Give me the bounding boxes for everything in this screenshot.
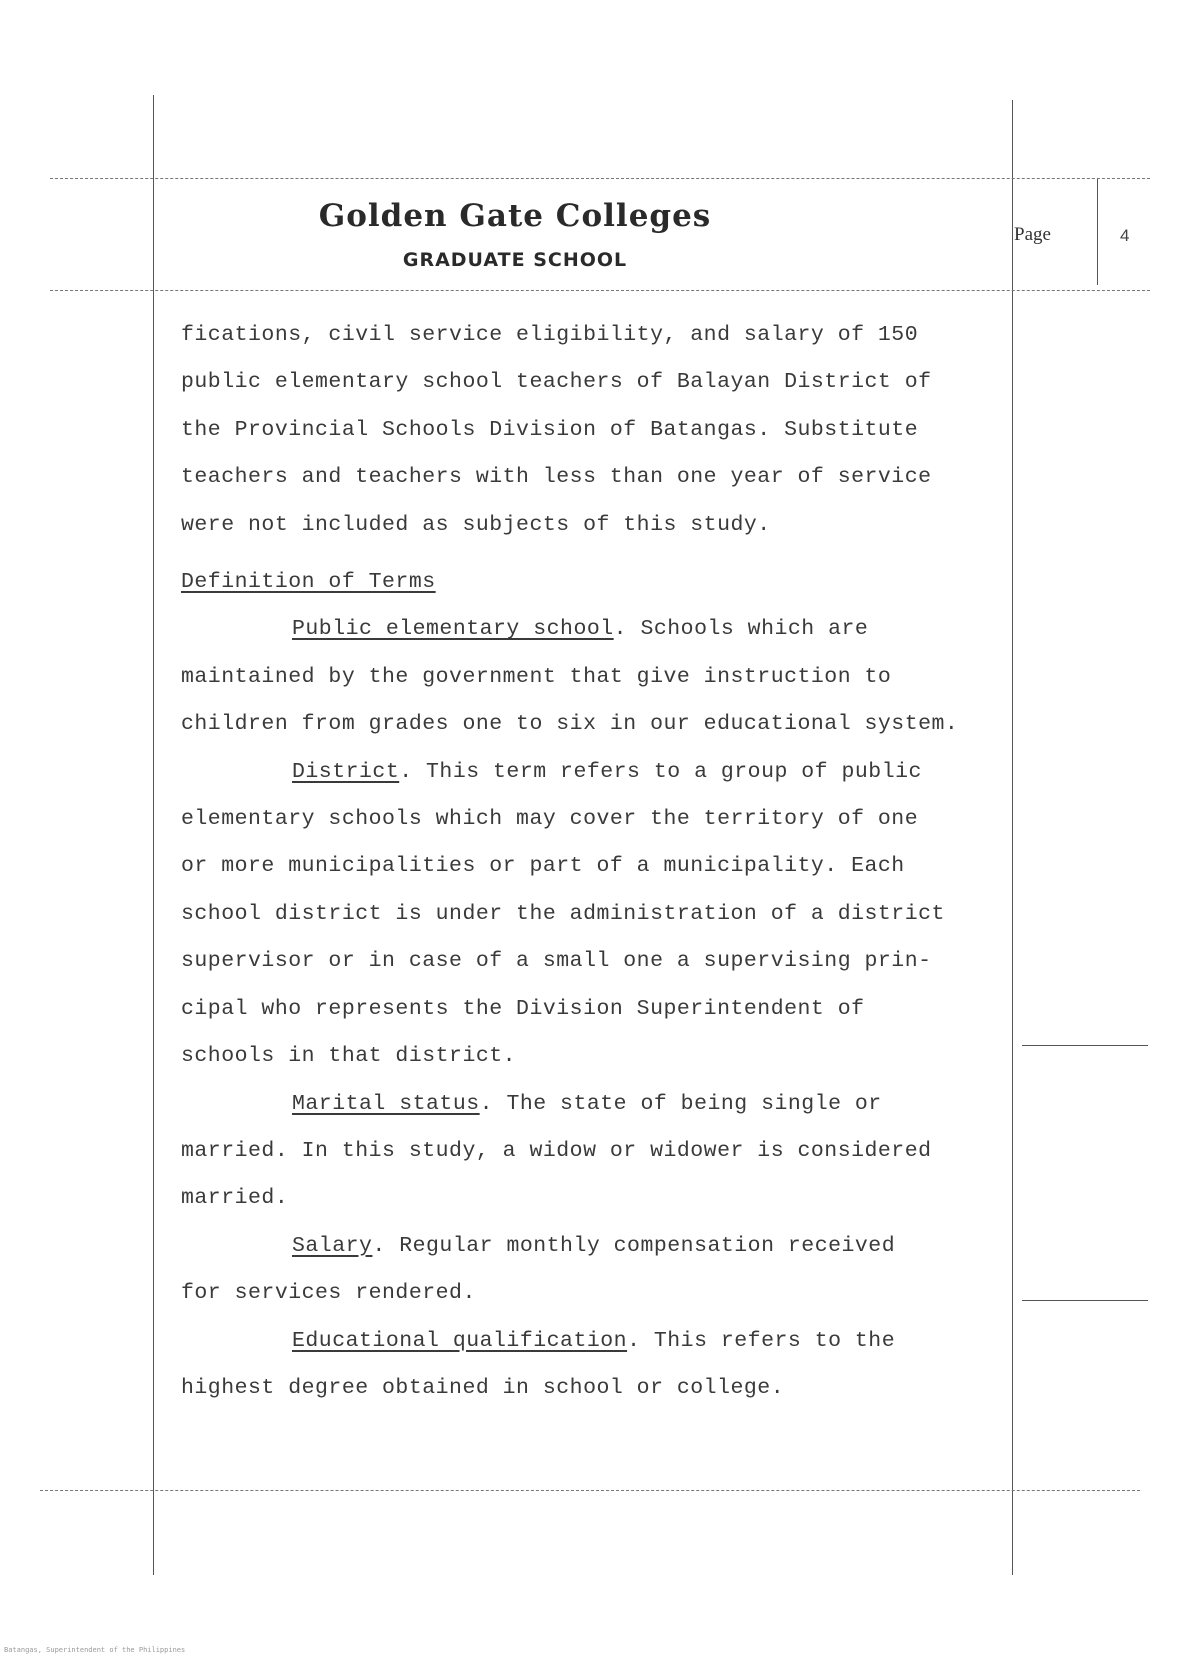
section-heading-text: Definition of Terms — [181, 570, 436, 595]
body-line: children from grades one to six in our educational system. — [181, 712, 959, 737]
body-line: highest degree obtained in school or college. — [181, 1375, 785, 1400]
college-name: Golden Gate Colleges — [318, 198, 712, 234]
body-line: teachers and teachers with less than one year of service — [181, 465, 932, 490]
definition-text: . This refers to the — [627, 1328, 896, 1353]
body-line: the Provincial Schools Division of Batangas. Substitute — [181, 417, 919, 442]
term-marital-status: Marital status — [292, 1091, 480, 1116]
definition-first-line — [181, 606, 1001, 653]
graduate-school-label: GRADUATE SCHOOL — [402, 249, 628, 271]
definition-first-line — [181, 1318, 1001, 1365]
definition-text: . This term refers to a group of public — [399, 759, 922, 784]
term-salary: Salary — [292, 1233, 373, 1258]
definition-first-line — [181, 1081, 1001, 1128]
margin-mark-2 — [1022, 1300, 1148, 1301]
body-line: married. — [181, 1186, 289, 1211]
body-line: supervisor or in case of a small one a supervising prin- — [181, 949, 932, 974]
body-line: or more municipalities or part of a municipality. Each — [181, 854, 905, 879]
term-educational-qualification: Educational qualification — [292, 1328, 628, 1353]
body-line: cipal who represents the Division Superintendent of — [181, 996, 865, 1021]
document-body — [181, 312, 1001, 1412]
body-line: for services rendered. — [181, 1281, 476, 1306]
body-line: fications, civil service eligibility, and salary of 150 — [181, 323, 919, 347]
definition-text: . The state of being single or — [479, 1091, 882, 1116]
footer-rule — [40, 1490, 1140, 1491]
margin-mark-1 — [1022, 1045, 1148, 1046]
scan-footer-note: Batangas, Superintendent of the Philippines — [4, 1646, 186, 1654]
left-margin-line — [153, 95, 154, 1575]
term-district: District — [292, 759, 400, 784]
definition-first-line — [181, 749, 1001, 796]
term-public-elementary-school: Public elementary school — [292, 617, 614, 642]
body-line: public elementary school teachers of Balayan District of — [181, 370, 932, 395]
body-line: maintained by the government that give instruction to — [181, 664, 892, 689]
header-top-rule — [50, 178, 1150, 179]
section-heading — [181, 559, 1001, 606]
body-line: were not included as subjects of this study. — [181, 512, 771, 537]
body-line: schools in that district. — [181, 1044, 517, 1069]
definition-text: . Schools which are — [613, 617, 869, 642]
definition-text: . Regular monthly compensation received — [372, 1233, 896, 1258]
body-line: elementary schools which may cover the territory of one — [181, 807, 919, 832]
page-box-divider — [1097, 178, 1098, 285]
right-margin-line — [1012, 100, 1013, 1575]
body-line: school district is under the administration of a district — [181, 901, 945, 926]
page-label: Page — [1014, 224, 1051, 245]
definition-first-line — [181, 1223, 1001, 1270]
header-bottom-rule — [50, 290, 1150, 291]
page-number: 4 — [1120, 226, 1130, 245]
body-line: married. In this study, a widow or widower is considered — [181, 1138, 932, 1163]
